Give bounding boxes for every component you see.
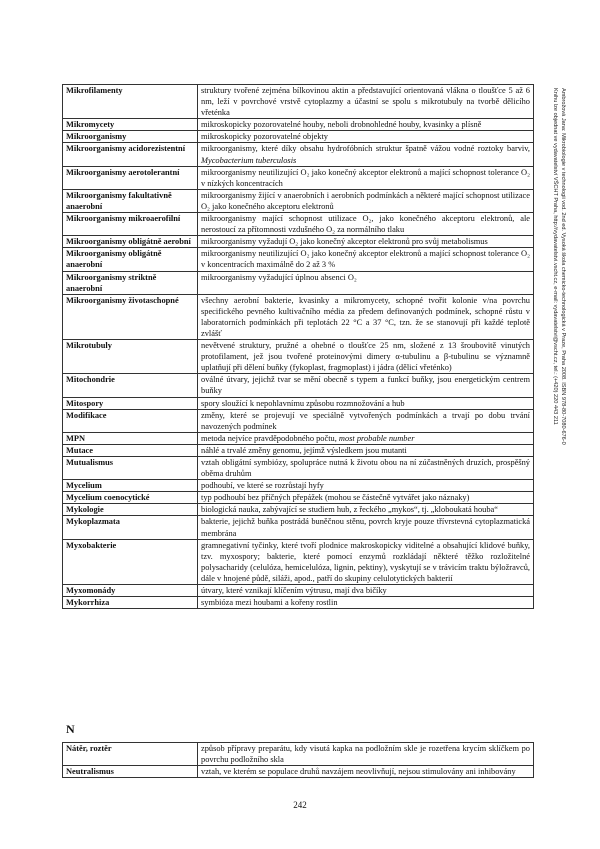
glossary-row [63,766,534,778]
glossary-term: Mikroorganismy striktně anaerobní [63,271,198,294]
glossary-row [63,432,534,444]
glossary-term: Mutualismus [63,457,198,480]
glossary-row [63,539,534,584]
glossary-definition: metoda nejvíce pravděpodobného počtu, most probable number [198,432,534,444]
glossary-definition: spory sloužící k nepohlavnímu způsobu rozmnožování a hub [198,397,534,409]
glossary-definition: mikroorganismy, které díky obsahu hydrofóbních struktur špatně vážou vodné roztoky barviv, Mycobacterium tuberculosis [198,143,534,166]
glossary-definition: mikroorganismy vyžadující úplnou absenci O₂ [198,271,534,294]
glossary-term: Myxobakterie [63,539,198,584]
glossary-definition: mikroorganismy žijící v anaerobních i aerobních podmínkách a některé mající schopnost utilizace O₂ jako konečného akceptoru elektronů [198,189,534,212]
glossary-definition: podhoubí, ve které se rozrůstají hyfy [198,480,534,492]
glossary-term: Mikroorganismy aerotolerantní [63,166,198,189]
glossary-definition: mikroorganismy mající schopnost utilizace O₂, jako konečného akceptoru elektronů, ale nerostoucí za přítomnosti vzdušného O₂ za normálního tlaku [198,213,534,236]
glossary-term: Mikroorganismy obligátně aerobní [63,236,198,248]
glossary-row [63,213,534,236]
glossary-term: Mikroorganismy životaschopné [63,294,198,339]
glossary-term: Mikroorganismy [63,131,198,143]
glossary-row [63,597,534,609]
glossary-row [63,166,534,189]
glossary-term: Myxomonády [63,585,198,597]
glossary-definition: bakterie, jejichž buňka postrádá buněčnou stěnu, povrch kryje pouze třívrstevná cytoplazmatická membrána [198,516,534,539]
glossary-definition: biologická nauka, zabývající se studiem hub, z řeckého „mykos“, tj. „kloboukatá houba“ [198,504,534,516]
glossary-term: Mykorrhiza [63,597,198,609]
glossary-row [63,585,534,597]
glossary-row [63,397,534,409]
glossary-row [63,480,534,492]
glossary-definition: oválné útvary, jejichž tvar se mění obecně s typem a funkcí buňky, jsou energetickým centrem buňky [198,374,534,397]
glossary-definition: změny, které se projevují ve speciálně vytvořených podmínkách a trvají po dobu trvání navozených podmínek [198,409,534,432]
glossary-definition: všechny aerobní bakterie, kvasinky a mikromycety, schopné tvořit kolonie v/na povrchu specifického pevného kultivačního média za předem definovaných podmínek, schopné růstu v laboratorních podmínkách při teplotách 22 °C a 37 °C, tzn. že se stanovují při každé teplotě zvlášť [198,294,534,339]
glossary-row [63,516,534,539]
glossary-row [63,143,534,166]
glossary-term: Mycelium coenocytické [63,492,198,504]
glossary-row [63,271,534,294]
glossary-definition: mikroorganismy neutilizující O₂ jako konečný akceptor elektronů a mající schopnost tolerance O₂ v nízkých koncentracích [198,166,534,189]
glossary-term: Mikroorganismy mikroaerofilní [63,213,198,236]
glossary-term: Mutace [63,444,198,456]
glossary-row [63,409,534,432]
glossary-row [63,131,534,143]
glossary-row [63,444,534,456]
glossary-row [63,374,534,397]
glossary-definition: způsob přípravy preparátu, kdy visutá kapka na podložním skle je rozetřena krycím sklíčkem po povrchu podložního skla [198,743,534,766]
glossary-term: Mikroorganismy obligátně anaerobní [63,248,198,271]
glossary-term: MPN [63,432,198,444]
glossary-term: Modifikace [63,409,198,432]
glossary-term: Mikroorganismy fakultativně anaerobní [63,189,198,212]
glossary-row [63,743,534,766]
publisher-side-note [549,88,578,688]
glossary-term: Mykologie [63,504,198,516]
glossary-definition: mikroskopicky pozorovatelné houby, neboli drobnohledné houby, kvasinky a plísně [198,119,534,131]
glossary-definition: útvary, které vznikají klíčením výtrusu, mají dva bičíky [198,585,534,597]
glossary-term: Mitochondrie [63,374,198,397]
glossary-term: Mikroorganismy acidorezistentní [63,143,198,166]
glossary-table-n [62,742,534,778]
glossary-term: Neutralismus [63,766,198,778]
glossary-definition: mikroorganismy neutilizující O₂ jako konečný akceptor elektronů a mající schopnost tolerance O₂ v koncentracích maximálně do 2 až 3 % [198,248,534,271]
glossary-row [63,236,534,248]
glossary-term: Nátěr, roztěr [63,743,198,766]
glossary-term: Mycelium [63,480,198,492]
glossary-row [63,504,534,516]
side-note-citation: Ambrožová Jana: Mikrobiologie v technologii vod. 2nd ed. Vysoká škola chemicko-technologická v Praze, Praha 2008. ISBN 978-80-7080-676-0 [560,88,566,445]
section-letter: N [66,722,75,736]
glossary-definition: gramnegativní tyčinky, které tvoří plodnice makroskopicky viditelné a obsahující klidové buňky, tzv. myxospory; bakterie, které pomocí enzymů rozkládají některé těžko rozložitelné polysacharidy (celulóza, hemicelulóza, lignin, pektiny), vyskytují se v trávicím traktu býložravců, dále v hnojené půdě, siláži, apod., patří do skupiny celulotytických bakterií [198,539,534,584]
glossary-row [63,492,534,504]
side-note-order-info: Knihu lze objednat ve vydavatelství VŠCHT Praha, http://vydavatelstvi.vscht.cz, e-mail: vydavatelstvi@vscht.cz, tel.: (+420) 220 443 211 [552,88,558,425]
glossary-definition: mikroskopicky pozorovatelné objekty [198,131,534,143]
glossary-term: Mikromycety [63,119,198,131]
glossary-definition: nevětvené struktury, pružné a ohebné o tloušťce 25 nm, složené z 13 šroubovitě vinutých protofilament, jež jsou tvořené proteinovými dimery α-tubulinu a β-tubulinu se významně uplatňují při dělení buňky (fykoplast, fragmoplast) i jádra (dělicí vřeténko) [198,340,534,374]
glossary-table-m [62,84,534,609]
page-number: 242 [293,800,307,810]
glossary-term: Mikrotubuly [63,340,198,374]
glossary-row [63,294,534,339]
glossary-term: Mikrofilamenty [63,85,198,119]
glossary-row [63,457,534,480]
glossary-row [63,248,534,271]
glossary-term: Mitospory [63,397,198,409]
glossary-term: Mykoplazmata [63,516,198,539]
glossary-definition: typ podhoubí bez příčných přepážek (mohou se částečně vytvářet jako náznaky) [198,492,534,504]
glossary-row [63,189,534,212]
glossary-definition: vztah, ve kterém se populace druhů navzájem neovlivňují, nejsou stimulovány ani inhibovány [198,766,534,778]
glossary-definition: náhlé a trvalé změny genomu, jejímž výsledkem jsou mutanti [198,444,534,456]
glossary-definition: vztah obligátní symbiózy, spolupráce nutná k životu obou na ní zúčastněných druzích, prospěšný oběma druhům [198,457,534,480]
glossary-definition: symbióza mezi houbami a kořeny rostlin [198,597,534,609]
glossary-row [63,340,534,374]
glossary-row [63,85,534,119]
glossary-definition: mikroorganismy vyžadují O₂ jako konečný akceptor elektronů pro svůj metabolismus [198,236,534,248]
glossary-row [63,119,534,131]
glossary-definition: struktury tvořené zejména bílkovinou aktin a představující orientovaná vlákna o tloušťce 5 až 6 nm, leží v povrchové vrstvě cytoplazmy a účastní se spolu s mikrotubuly na tvorbě dělicího vřeténka [198,85,534,119]
